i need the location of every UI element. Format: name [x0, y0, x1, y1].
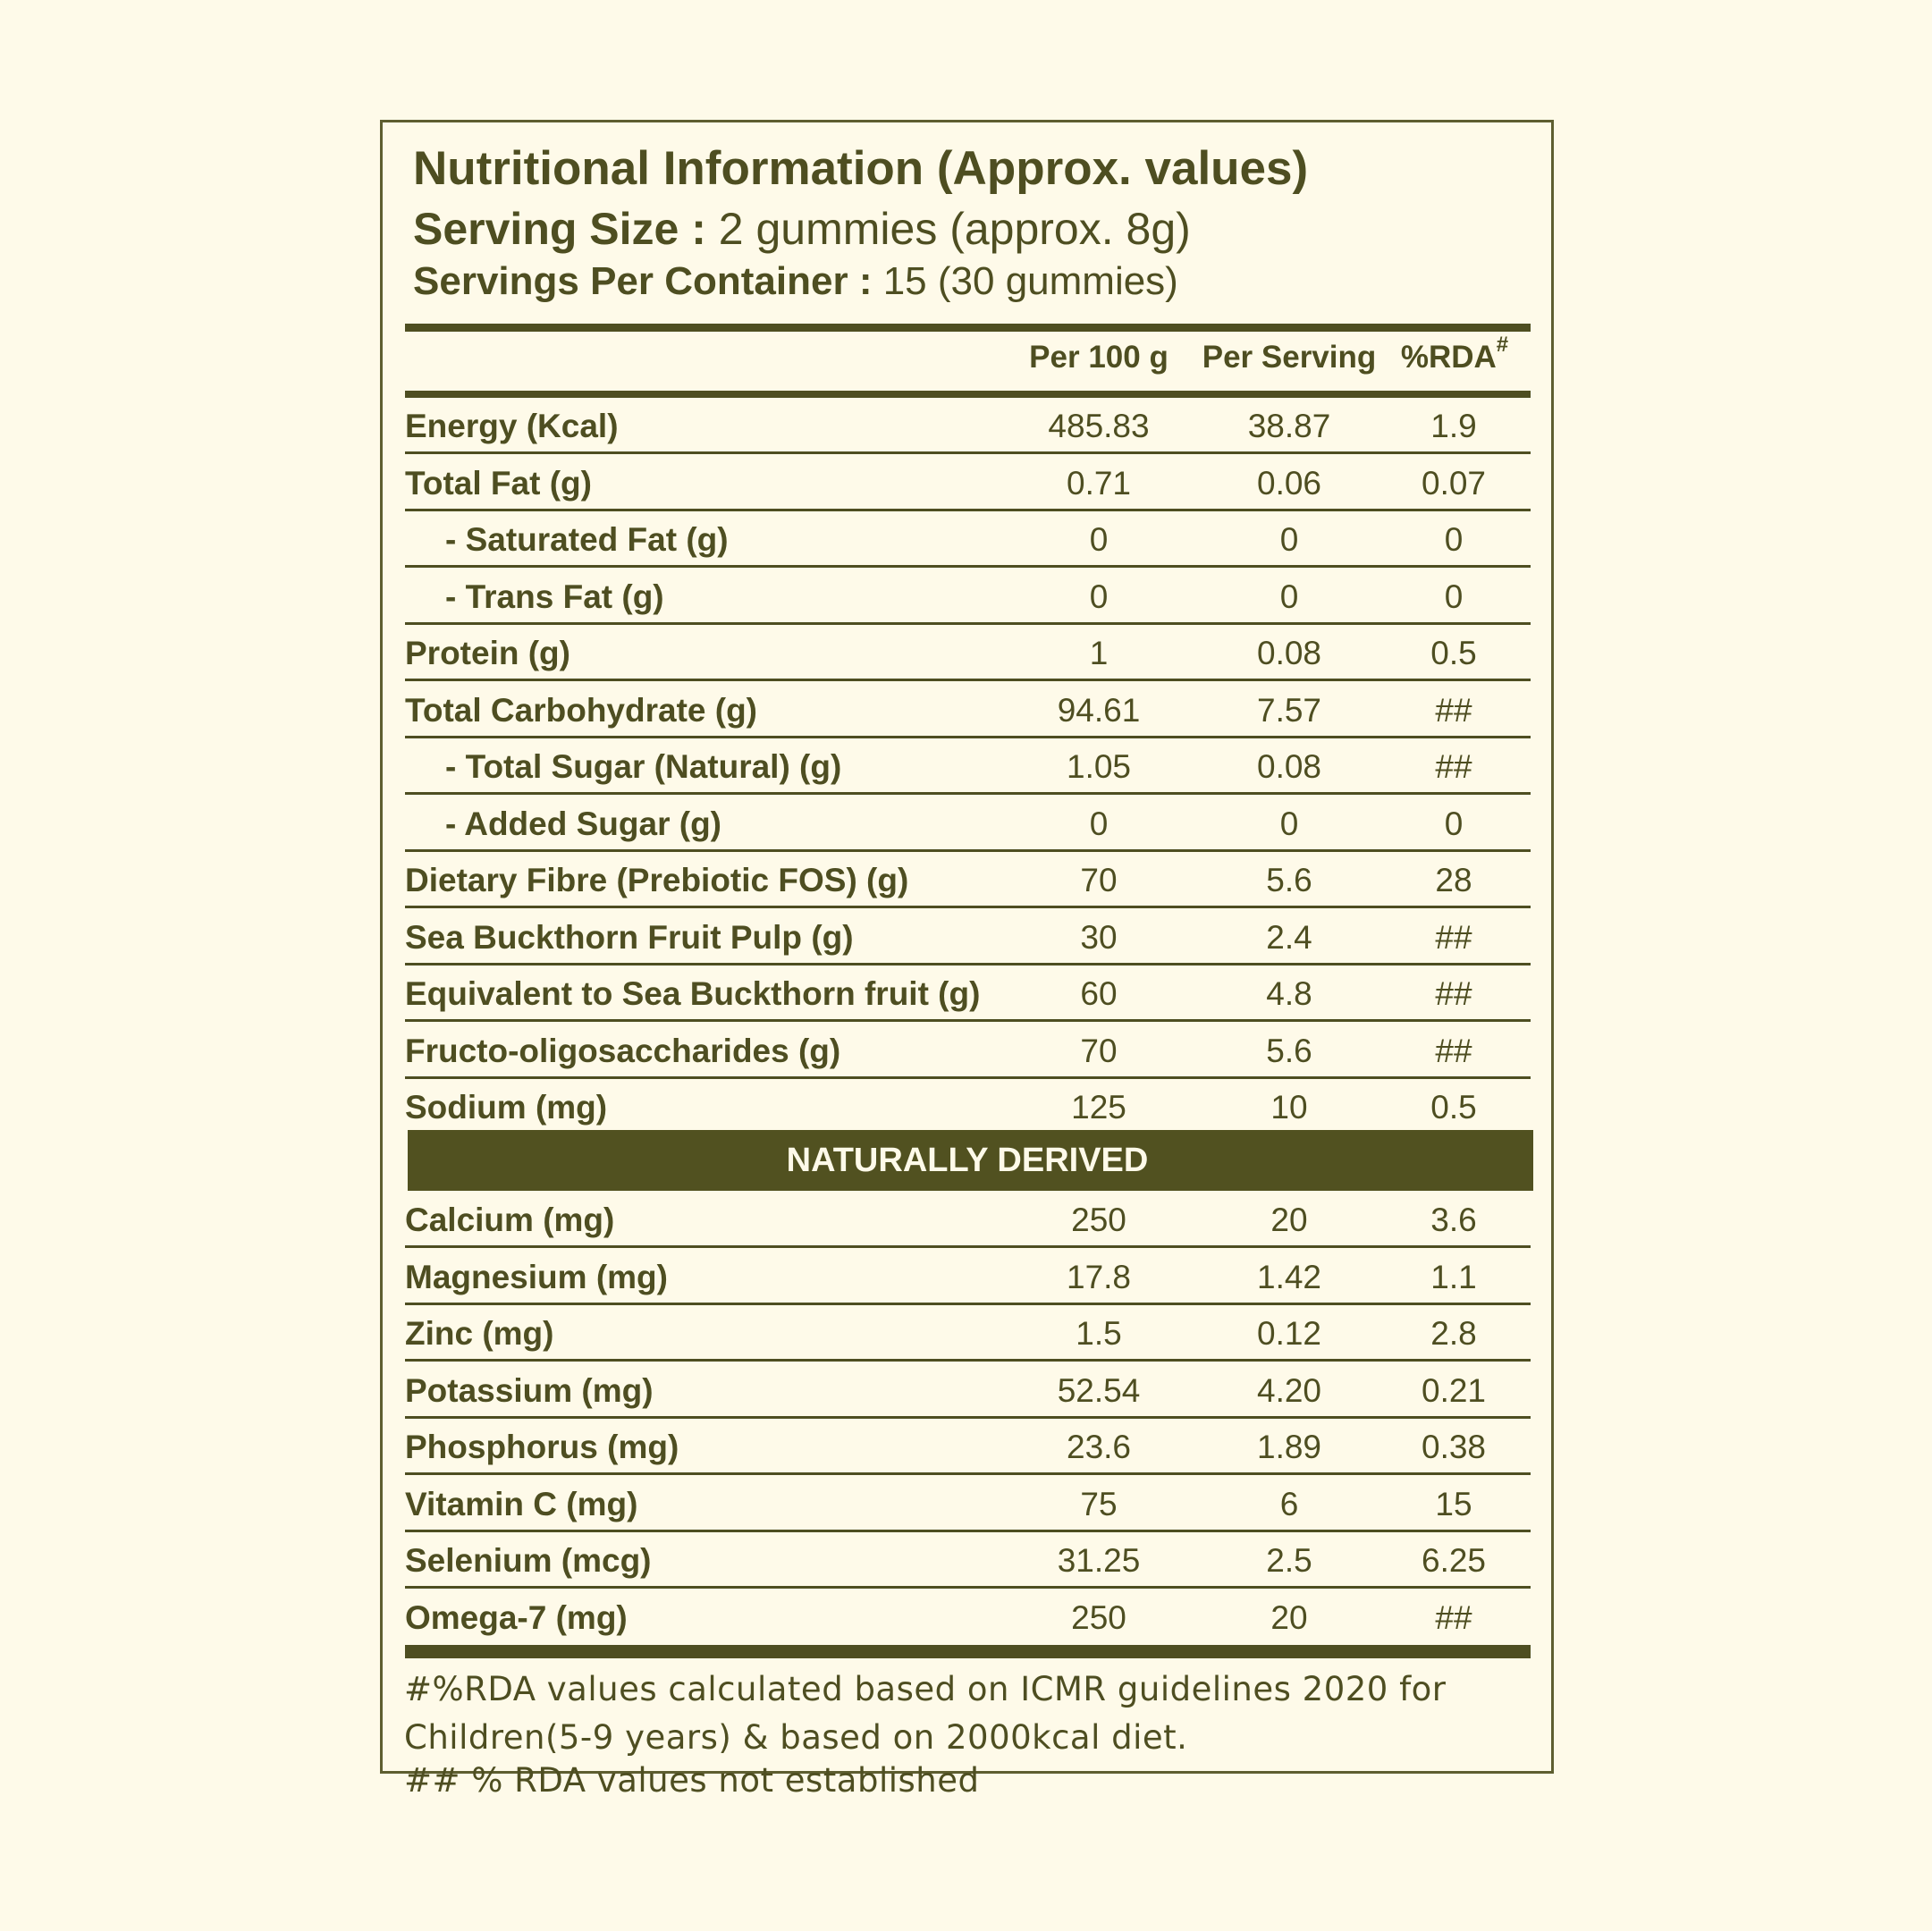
nutrient-label: Zinc (mg) [405, 1315, 554, 1352]
row-divider [405, 509, 1531, 511]
per100-value: 485.83 [1048, 408, 1150, 444]
header-rule [405, 391, 1531, 398]
row-divider [405, 622, 1531, 625]
per100-value: 23.6 [1066, 1429, 1132, 1465]
rda-header-marker: # [1496, 333, 1509, 357]
rda-value: 6.25 [1421, 1542, 1487, 1579]
nutrient-label: Sodium (mg) [405, 1089, 608, 1126]
table-row [405, 1251, 1531, 1304]
nutrient-label: Equivalent to Sea Buckthorn fruit (g) [405, 975, 981, 1012]
row-divider [405, 792, 1531, 795]
per100-value: 250 [1071, 1598, 1126, 1636]
rda-value: 28 [1435, 862, 1472, 898]
per-serving-value: 5.6 [1266, 862, 1312, 898]
nutrient-label: Protein (g) [405, 635, 570, 671]
row-divider [405, 849, 1531, 852]
table-row [405, 400, 1531, 453]
nutrient-label: - Total Sugar (Natural) (g) [445, 748, 842, 785]
section-band [408, 1130, 1533, 1191]
per-serving-value: 20 [1270, 1202, 1308, 1238]
table-row [405, 797, 1531, 851]
per100-value: 70 [1080, 1032, 1118, 1069]
per100-value: 60 [1080, 975, 1118, 1012]
rda-value: 0.38 [1421, 1429, 1487, 1465]
per-serving-value: 5.6 [1266, 1032, 1312, 1069]
per-serving-value: 0 [1279, 521, 1299, 558]
per100-value: 125 [1071, 1089, 1126, 1126]
nutrient-label: Omega-7 (mg) [405, 1598, 628, 1636]
row-divider [405, 1586, 1531, 1589]
rda-value: 0 [1444, 805, 1464, 842]
rda-value: ## [1435, 918, 1472, 956]
rda-value: 0 [1444, 578, 1464, 615]
nutrient-label: Phosphorus (mg) [405, 1429, 679, 1465]
row-divider [405, 1245, 1531, 1248]
row-divider [405, 1303, 1531, 1305]
table-row [405, 911, 1531, 965]
rda-value: 1.1 [1430, 1258, 1477, 1295]
row-divider [405, 451, 1531, 454]
nutrient-label: - Added Sugar (g) [445, 805, 721, 842]
per100-value: 31.25 [1057, 1542, 1141, 1579]
footnote-line-3: ## % RDA values not established [404, 1761, 980, 1800]
per-serving-value: 0.12 [1256, 1315, 1322, 1352]
per-serving-value: 1.89 [1256, 1429, 1322, 1465]
table-row [405, 1364, 1531, 1418]
nutrient-label: Total Carbohydrate (g) [405, 691, 757, 729]
table-row [405, 684, 1531, 738]
per-serving-value: 2.5 [1266, 1542, 1312, 1579]
row-divider [405, 906, 1531, 908]
nutrient-label: Fructo-oligosaccharides (g) [405, 1032, 841, 1069]
footnote-line-1: #%RDA values calculated based on ICMR guidelines 2020 for [404, 1670, 1447, 1708]
top-rule [405, 324, 1531, 332]
per100-value: 0 [1089, 521, 1109, 558]
rda-value: 3.6 [1430, 1202, 1477, 1238]
per-serving-value: 0 [1279, 805, 1299, 842]
row-divider [405, 1359, 1531, 1362]
servings-per-container-value: 15 (30 gummies) [872, 259, 1178, 303]
nutrient-label: - Trans Fat (g) [445, 578, 664, 615]
per100-value: 94.61 [1057, 691, 1141, 729]
nutrient-label: Calcium (mg) [405, 1202, 615, 1238]
rda-value: 15 [1435, 1485, 1472, 1522]
per100-value: 75 [1080, 1485, 1118, 1522]
table-row [405, 570, 1531, 624]
rda-value: 0.5 [1430, 635, 1477, 671]
nutrient-label: Total Fat (g) [405, 464, 592, 502]
per-serving-value: 10 [1270, 1089, 1308, 1126]
table-row [405, 1591, 1531, 1645]
rda-header-label: %RDA [1400, 340, 1497, 375]
rda-value: ## [1435, 748, 1472, 785]
table-row [405, 513, 1531, 567]
per100-value: 0 [1089, 805, 1109, 842]
nutrient-label: Sea Buckthorn Fruit Pulp (g) [405, 918, 854, 956]
rda-value: ## [1435, 691, 1472, 729]
servings-per-container-label: Servings Per Container : [413, 259, 873, 303]
rda-value: ## [1435, 975, 1472, 1012]
table-row [405, 1025, 1531, 1078]
row-divider [405, 963, 1531, 966]
row-divider [405, 1530, 1531, 1532]
table-row [405, 1307, 1531, 1361]
per-serving-value: 38.87 [1247, 408, 1331, 444]
per-serving-value: 4.8 [1266, 975, 1312, 1012]
row-divider [405, 736, 1531, 738]
per-serving-value: 1.42 [1256, 1258, 1322, 1295]
nutrient-label: Potassium (mg) [405, 1371, 654, 1409]
nutrient-label: Dietary Fibre (Prebiotic FOS) (g) [405, 862, 909, 898]
rda-value: ## [1435, 1032, 1472, 1069]
per-serving-value: 0.08 [1256, 635, 1322, 671]
table-row [405, 1421, 1531, 1474]
panel-title: Nutritional Information (Approx. values) [413, 142, 1309, 195]
row-divider [405, 679, 1531, 681]
per-serving-value: 2.4 [1266, 918, 1312, 956]
per-serving-value: 20 [1270, 1598, 1308, 1636]
nutrient-label: Energy (Kcal) [405, 408, 619, 444]
rda-value: 0 [1444, 521, 1464, 558]
row-divider [405, 565, 1531, 568]
serving-size [413, 204, 1191, 256]
per100-value: 17.8 [1066, 1258, 1132, 1295]
rda-value: 0.07 [1421, 464, 1487, 502]
per100-value: 30 [1080, 918, 1118, 956]
rda-value: 0.21 [1421, 1371, 1487, 1409]
table-row [405, 854, 1531, 907]
row-divider [405, 1416, 1531, 1419]
column-header-per-serving: Per Serving [1202, 340, 1377, 375]
table-row [405, 740, 1531, 794]
servings-per-container [413, 259, 1178, 305]
per100-value: 1.5 [1076, 1315, 1122, 1352]
rda-value: 0.5 [1430, 1089, 1477, 1126]
per100-value: 70 [1080, 862, 1118, 898]
bottom-rule [405, 1645, 1531, 1658]
table-row [405, 1193, 1531, 1247]
rda-value: 1.9 [1430, 408, 1477, 444]
section-label: NATURALLY DERIVED [786, 1142, 1149, 1179]
per100-value: 52.54 [1057, 1371, 1141, 1409]
per100-value: 1 [1089, 635, 1109, 671]
footnote-line-2: Children(5-9 years) & based on 2000kcal diet. [404, 1718, 1188, 1757]
nutrient-label: Magnesium (mg) [405, 1258, 668, 1295]
table-row [405, 1478, 1531, 1531]
row-divider [405, 1019, 1531, 1022]
column-header-per100: Per 100 g [1029, 340, 1168, 375]
table-row [405, 967, 1531, 1021]
per-serving-value: 0 [1279, 578, 1299, 615]
table-row [405, 1081, 1531, 1134]
serving-size-label: Serving Size : [413, 204, 706, 254]
table-row [405, 457, 1531, 510]
per100-value: 250 [1071, 1202, 1126, 1238]
per-serving-value: 6 [1279, 1485, 1299, 1522]
per100-value: 0 [1089, 578, 1109, 615]
serving-size-value: 2 gummies (approx. 8g) [705, 204, 1191, 254]
per-serving-value: 7.57 [1256, 691, 1322, 729]
nutrient-label: - Saturated Fat (g) [445, 521, 729, 558]
rda-value: ## [1435, 1598, 1472, 1636]
per100-value: 0.71 [1066, 464, 1132, 502]
per-serving-value: 4.20 [1256, 1371, 1322, 1409]
rda-value: 2.8 [1430, 1315, 1477, 1352]
table-row [405, 627, 1531, 680]
per100-value: 1.05 [1066, 748, 1132, 785]
per-serving-value: 0.08 [1256, 748, 1322, 785]
row-divider [405, 1472, 1531, 1475]
per-serving-value: 0.06 [1256, 464, 1322, 502]
column-header-rda [1400, 333, 1509, 375]
nutrient-label: Selenium (mcg) [405, 1542, 652, 1579]
table-row [405, 1534, 1531, 1588]
nutrient-label: Vitamin C (mg) [405, 1485, 638, 1522]
row-divider [405, 1076, 1531, 1079]
